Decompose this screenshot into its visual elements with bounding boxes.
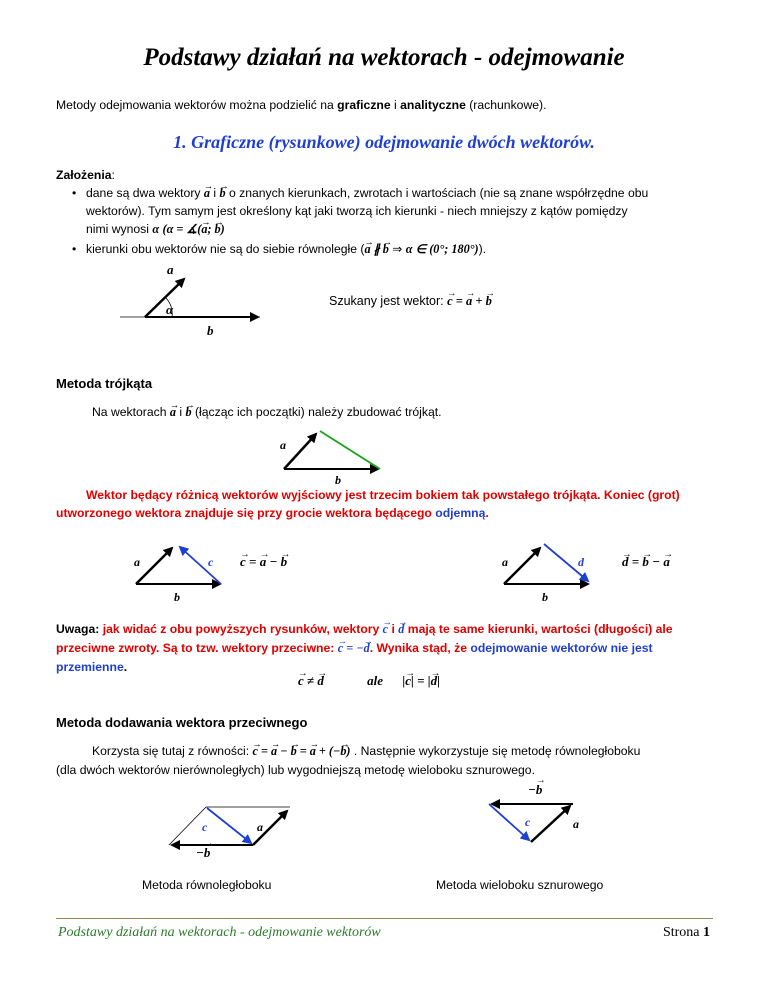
note-and: i xyxy=(388,622,399,636)
minus: − xyxy=(648,554,664,569)
neg-sign: − xyxy=(332,744,341,758)
assumption-bullet-2 xyxy=(72,240,722,258)
figure-triangle xyxy=(268,425,388,485)
vector-a-arrow xyxy=(145,279,184,317)
abs-bar: | xyxy=(427,673,431,688)
label-a: a xyxy=(167,262,174,277)
plus: + xyxy=(472,294,486,308)
page-label: Strona xyxy=(662,925,703,940)
assumptions-label-text: Założenia xyxy=(56,168,112,182)
caption-parallelogram: Metoda równoległoboku xyxy=(142,878,272,892)
neg-sign: − xyxy=(356,641,364,655)
alpha-def-end: ) xyxy=(220,222,225,236)
vector-b-symbol: → b xyxy=(219,184,225,202)
eq: = xyxy=(413,673,428,688)
vector-a-arrow xyxy=(136,548,172,584)
vector-c-arrow xyxy=(489,804,529,840)
assumptions-label xyxy=(56,166,115,184)
odjemna-word: odjemną xyxy=(435,506,486,520)
note-line2-mid: . Wynika stąd, że xyxy=(369,641,471,655)
label-c: c xyxy=(525,815,531,829)
abs-bar: | xyxy=(410,673,414,688)
rule-line2: utworzonego wektora znajduje się przy grocie wektora będącego xyxy=(56,506,436,520)
intro-paragraph xyxy=(56,96,546,114)
label-c: c xyxy=(202,820,208,834)
vector-a-symbol: → a xyxy=(201,220,207,238)
label-minus-b-left xyxy=(196,845,210,861)
equation-d xyxy=(622,553,670,571)
vector-a-arrow xyxy=(531,806,570,842)
vector-a-symbol: → a xyxy=(260,553,267,571)
vector-b-symbol: → b xyxy=(215,220,221,238)
alpha-symbol: α xyxy=(152,222,160,236)
b1-post: o znanych kierunkach, zwrotach i wartościach (nie są znane współrzędne obu xyxy=(225,186,649,200)
vector-d-symbol: → d xyxy=(364,639,370,658)
label-a: a xyxy=(257,820,263,834)
vector-b-symbol: → b xyxy=(291,742,297,761)
equation-c xyxy=(240,553,287,571)
vector-c-symbol: → c xyxy=(338,639,343,658)
add-line1-pre: Korzysta się tutaj z równości: xyxy=(92,744,253,758)
label-d: d xyxy=(578,555,584,569)
intro-graficzne: graficzne xyxy=(337,98,391,112)
label-c: c xyxy=(208,555,214,569)
not-parallel: ∦ xyxy=(370,242,383,256)
intro-and: i xyxy=(390,98,401,112)
label-b: b xyxy=(207,323,214,338)
vector-b-symbol: → b xyxy=(642,553,649,571)
intro-post: (rachunkowe). xyxy=(465,98,547,112)
footer-divider xyxy=(56,918,713,919)
alpha-label: α xyxy=(166,302,174,317)
figure-vectors-a-b xyxy=(110,262,280,340)
vector-c-symbol: → c xyxy=(447,292,453,310)
tri-and: i xyxy=(176,405,186,419)
b1-line2: wektorów). Tym samym jest określony kąt jaki tworzą ich kierunki - niech mniejszy z kątów pomiędzy xyxy=(86,204,628,218)
parallelogram-side xyxy=(169,807,206,845)
intro-analityczne: analityczne xyxy=(400,98,466,112)
b1-line3: nimi wynosi xyxy=(86,222,153,236)
alpha-def: (α = ∡( xyxy=(162,222,202,236)
eq: = xyxy=(245,554,260,569)
ale-word: ale xyxy=(367,673,384,688)
vector-c-symbol: → c xyxy=(405,672,411,690)
b2-pre: kierunki obu wektorów nie są do siebie równoległe ( xyxy=(86,242,365,256)
vector-b-symbol: → b xyxy=(536,782,543,798)
page-number xyxy=(663,925,710,941)
label-a: a xyxy=(573,817,579,831)
rule-dot: . xyxy=(485,506,489,520)
rule-line1: Wektor będący różnicą wektorów wyjściowy jest trzecim bokiem tak powstałego trójkąta. Koniec (grot) xyxy=(86,488,680,502)
add-line1-post: . Następnie wykorzystuje się metodę równoległoboku xyxy=(350,744,641,758)
eq: = xyxy=(628,554,643,569)
intro-pre: Metody odejmowania wektorów można podzielić na xyxy=(56,98,338,112)
implies: ⇒ xyxy=(388,242,406,256)
semicolon: ; xyxy=(207,222,215,236)
alpha-range: α ∈ (0°; 180°) xyxy=(405,242,479,256)
eq: = xyxy=(452,294,467,308)
vector-a-arrow xyxy=(504,548,540,584)
assumptions-colon: : xyxy=(111,168,115,182)
b1-pre: dane są dwa wektory xyxy=(86,186,204,200)
note-line2-pre: przeciwne zwroty. Są to tzw. wektory przeciwne: xyxy=(56,641,338,655)
page-num: 1 xyxy=(703,925,710,940)
vector-a-symbol: → a xyxy=(204,184,210,202)
bullet-dot-2: • xyxy=(72,242,77,256)
label-a: a xyxy=(502,555,508,569)
neg-sign: − xyxy=(196,845,204,860)
figure-polygon-method xyxy=(478,796,588,850)
vector-d-symbol: → d xyxy=(398,620,404,639)
add-line2: (dla dwóch wektorów nierównoległych) lub wygodniejszą metodę wieloboku sznurowego. xyxy=(56,763,535,777)
section-heading-graphical: 1. Graficzne (rysunkowe) odejmowanie dwóch wektorów. xyxy=(173,132,595,152)
eq: = xyxy=(296,744,310,758)
sought-vector-text xyxy=(329,292,492,310)
label-a: a xyxy=(280,438,286,452)
tri-pre: Na wektorach xyxy=(92,405,170,419)
assumption-bullet-1 xyxy=(72,184,722,238)
note-dot: . xyxy=(123,660,128,674)
vector-a-symbol: → a xyxy=(170,403,176,421)
figure-c-equals-a-minus-b xyxy=(128,538,228,604)
footer-title: Podstawy działań na wektorach - odejmowanie wektorów xyxy=(58,925,381,940)
triangle-method-text xyxy=(92,403,442,421)
bullet-dot-1: • xyxy=(72,186,77,200)
minus: − xyxy=(277,744,291,758)
triangle-method-heading: Metoda trójkąta xyxy=(56,376,153,391)
neq: ≠ xyxy=(303,673,318,688)
vector-d-symbol: → d xyxy=(622,553,629,571)
vector-a-symbol: → a xyxy=(364,240,370,258)
note-line2-blue: odejmowanie wektorów nie jest xyxy=(470,641,653,655)
neg-sign: − xyxy=(528,782,536,797)
note-line3: przemienne xyxy=(56,660,124,674)
figure-parallelogram-method xyxy=(160,800,310,870)
vector-c-symbol: → c xyxy=(298,672,304,690)
minus: − xyxy=(266,554,281,569)
b2-post: ). xyxy=(478,242,487,256)
vector-c-symbol: → c xyxy=(240,553,246,571)
vector-b-symbol: → b xyxy=(281,553,288,571)
vector-b-symbol: → b xyxy=(486,292,492,310)
vector-a-symbol: → a xyxy=(663,553,670,571)
addition-method-heading: Metoda dodawania wektora przeciwnego xyxy=(56,715,308,730)
vector-d-symbol: → d xyxy=(431,672,438,690)
abs-bar: | xyxy=(437,673,441,688)
label-b: b xyxy=(542,590,548,604)
label-b: b xyxy=(174,590,180,604)
difference-rule-text xyxy=(56,486,716,522)
label-b: b xyxy=(335,473,341,485)
note-line1: jak widać z obu powyższych rysunków, wektory xyxy=(99,622,383,636)
tri-post: (łącząc ich początki) należy zbudować trójkąt. xyxy=(191,405,442,419)
vector-c-symbol: → c xyxy=(253,742,258,761)
vector-c-symbol: → c xyxy=(383,620,388,639)
vector-b-symbol: → b xyxy=(340,742,346,761)
note-line1-post: mają te same kierunki, wartości (długości) ale xyxy=(404,622,673,636)
vector-a-symbol: → a xyxy=(310,742,316,761)
caption-polygon: Metoda wieloboku sznurowego xyxy=(436,878,604,892)
note-label: Uwaga: xyxy=(56,622,100,636)
page-title: Podstawy działań na wektorach - odejmowanie xyxy=(143,44,625,71)
figure-d-equals-b-minus-a xyxy=(496,538,596,604)
vector-a-arrow xyxy=(284,434,316,469)
vector-b-symbol: → b xyxy=(185,403,191,421)
vector-a-symbol: → a xyxy=(271,742,277,761)
third-side-line xyxy=(320,431,380,469)
vector-c-arrow xyxy=(180,547,221,584)
vector-b-symbol: → b xyxy=(383,240,389,258)
label-a: a xyxy=(134,555,140,569)
eq: = xyxy=(343,641,357,655)
note-paragraph xyxy=(56,620,721,677)
sought-label: Szukany jest wektor: xyxy=(329,294,448,308)
plus: + xyxy=(315,744,329,758)
abs-bar: | xyxy=(402,673,406,688)
b1-and: i xyxy=(209,186,220,200)
eq: = xyxy=(257,744,271,758)
inequality-statement xyxy=(298,672,440,690)
addition-method-text: Korzysta się tutaj z równości: → c = → a − → b = → a + (−→ b) . Następnie wykorzystuje się metodę równoległoboku (dla dwóch wektorów nierównoległych) lub wygodniejszą metodę wieloboku sznurowego. xyxy=(56,742,721,780)
vector-d-symbol: → d xyxy=(317,672,324,690)
vector-b-symbol: → b xyxy=(204,845,211,861)
vector-a-symbol: → a xyxy=(466,292,472,310)
